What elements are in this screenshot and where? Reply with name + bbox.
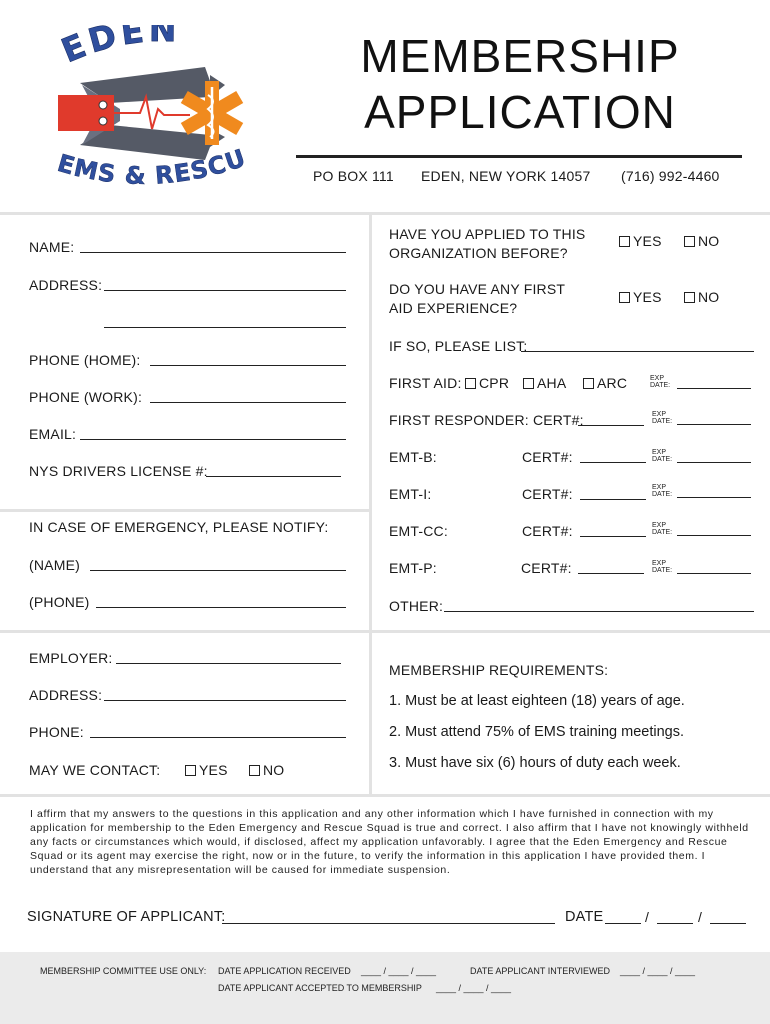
contact-yes-option[interactable] [185,762,228,778]
applied-no-option[interactable] [684,233,719,249]
emergency-heading: IN CASE OF EMERGENCY, PLEASE NOTIFY: [29,519,329,535]
first-aid-question: DO YOU HAVE ANY FIRST AID EXPERIENCE? [389,281,565,316]
exp-text: EXP [652,522,667,529]
license-label: NYS DRIVERS LICENSE #: [29,463,208,479]
exp-date-label [652,522,672,536]
exp-date-label [650,375,670,389]
contact-yes-label: YES [199,762,228,778]
date-interviewed-label: DATE APPLICANT INTERVIEWED [470,966,611,976]
email-label: EMAIL: [29,426,77,442]
first-responder-label: FIRST RESPONDER: CERT#: [389,412,584,428]
contact-yes-checkbox[interactable] [185,765,196,776]
applied-yes-option[interactable] [619,233,662,249]
aha-checkbox[interactable] [523,378,534,389]
applied-no-checkbox[interactable] [684,236,695,247]
exp-text: EXP [652,484,667,491]
exp-date-label [652,560,672,574]
section-divider-bottom [0,794,770,797]
address-label: ADDRESS: [29,277,103,293]
emt-i-cert-label: CERT#: [522,486,573,502]
first-aid-cert-label: FIRST AID: [389,375,462,391]
phone-home-field[interactable] [150,365,346,366]
emt-b-cert-label: CERT#: [522,449,573,465]
email-field[interactable] [80,439,346,440]
first-aid-no-label: NO [698,289,720,305]
employer-address-label: ADDRESS: [29,687,103,703]
date-text: DATE: [652,491,673,498]
emt-cc-cert-field[interactable] [580,536,646,537]
applied-question: HAVE YOU APPLIED TO THIS ORGANIZATION BEFORE? [389,226,586,261]
employer-phone-field[interactable] [90,737,346,738]
name-field[interactable] [80,252,346,253]
signature-date-label: DATE [565,909,604,925]
emt-cc-exp-field[interactable] [677,535,751,536]
applied-no-label: NO [698,233,720,249]
exp-text: EXP [650,375,665,382]
date-slash: / [698,909,703,925]
emt-b-cert-field[interactable] [580,462,646,463]
exp-date-label [652,411,672,425]
emt-b-label: EMT-B: [389,449,437,465]
employer-label: EMPLOYER: [29,650,113,666]
date-text: DATE: [650,382,671,389]
date-text: DATE: [652,529,673,536]
name-label: NAME: [29,239,75,255]
date-text: DATE: [652,567,673,574]
cpr-checkbox[interactable] [465,378,476,389]
emt-cc-cert-label: CERT#: [522,523,573,539]
svg-text:EMS & RESCUE: EMS & RESCU [54,143,250,191]
requirement-item: 2. Must attend 75% of EMS training meetings. [389,724,684,740]
emergency-name-label: (NAME) [29,557,80,573]
title-rule [296,155,742,158]
emt-b-exp-field[interactable] [677,462,751,463]
other-label: OTHER: [389,598,444,614]
emt-i-cert-field[interactable] [580,499,646,500]
first-aid-yes-option[interactable] [619,289,662,305]
page-title [300,28,740,140]
license-field[interactable] [206,476,341,477]
if-so-field[interactable] [521,351,754,352]
eden-ems-logo [50,25,260,200]
section-divider-employer [0,630,770,633]
date-accepted-field[interactable]: ____ / ____ / ____ [436,983,512,993]
column-divider [369,212,372,794]
arc-option[interactable] [583,375,627,391]
address-field-2[interactable] [104,327,346,328]
contact-no-option[interactable] [249,762,284,778]
date-received-field[interactable]: ____ / ____ / ____ [361,966,437,976]
exp-text: EXP [652,449,667,456]
date-slash: / [645,909,650,925]
first-aid-yes-label: YES [633,289,662,305]
signature-label: SIGNATURE OF APPLICANT: [27,909,226,925]
emt-p-cert-label: CERT#: [521,560,572,576]
date-text: DATE: [652,456,673,463]
may-we-contact-label: MAY WE CONTACT: [29,762,161,778]
emergency-phone-label: (PHONE) [29,594,90,610]
exp-date-label [652,484,672,498]
aha-label: AHA [537,375,567,391]
first-aid-exp-field[interactable] [677,388,751,389]
date-received-label: DATE APPLICATION RECEIVED [218,966,351,976]
arc-checkbox[interactable] [583,378,594,389]
applied-yes-checkbox[interactable] [619,236,630,247]
emt-p-cert-field[interactable] [578,573,644,574]
signature-date-month[interactable] [605,923,641,924]
po-box: PO BOX 111 [313,168,394,184]
section-divider-emergency [0,509,370,512]
emt-i-label: EMT-I: [389,486,432,502]
first-responder-cert-field[interactable] [578,425,644,426]
committee-footer [0,952,770,1024]
first-aid-no-option[interactable] [684,289,719,305]
phone-number: (716) 992-4460 [621,168,720,184]
aha-option[interactable] [523,375,566,391]
requirements-heading: MEMBERSHIP REQUIREMENTS: [389,662,609,678]
employer-phone-label: PHONE: [29,724,84,740]
other-field[interactable] [444,611,754,612]
emt-cc-label: EMT-CC: [389,523,448,539]
svg-text:EDEN: EDEN [55,25,181,71]
signature-date-day[interactable] [657,923,693,924]
phone-work-label: PHONE (WORK): [29,389,143,405]
section-divider-top [0,212,770,215]
cpr-label: CPR [479,375,510,391]
date-interviewed-field[interactable]: ____ / ____ / ____ [620,966,696,976]
emergency-name-field[interactable] [90,570,346,571]
if-so-label: IF SO, PLEASE LIST: [389,338,528,354]
address-field-1[interactable] [104,290,346,291]
city-state-zip: EDEN, NEW YORK 14057 [421,168,591,184]
cpr-option[interactable] [465,375,509,391]
exp-text: EXP [652,560,667,567]
emt-i-exp-field[interactable] [677,497,751,498]
date-text: DATE: [652,418,673,425]
contact-no-checkbox[interactable] [249,765,260,776]
contact-no-label: NO [263,762,285,778]
committee-use-label: MEMBERSHIP COMMITTEE USE ONLY: [40,966,207,976]
employer-address-field[interactable] [104,700,346,701]
applied-yes-label: YES [633,233,662,249]
date-accepted-label: DATE APPLICANT ACCEPTED TO MEMBERSHIP [218,983,422,993]
arc-label: ARC [597,375,628,391]
exp-date-label [652,449,672,463]
first-aid-yes-checkbox[interactable] [619,292,630,303]
emt-p-label: EMT-P: [389,560,437,576]
first-responder-exp-field[interactable] [677,424,751,425]
title-line-1: MEMBERSHIP [360,30,680,82]
exp-text: EXP [652,411,667,418]
signature-field[interactable] [222,923,555,924]
emergency-phone-field[interactable] [96,607,346,608]
requirement-item: 3. Must have six (6) hours of duty each week. [389,755,681,771]
emt-p-exp-field[interactable] [677,573,751,574]
phone-home-label: PHONE (HOME): [29,352,141,368]
requirement-item: 1. Must be at least eighteen (18) years of age. [389,693,685,709]
affirmation-text: I affirm that my answers to the questions in this application and any other information which I have furnished in connection with my application for membership to the Eden Emergency and Rescue Squad is true and correct. I also affirm that I have not knowingly withheld any facts or circumstances which would, if disclosed, affect my application unfavorably. I agree that the Eden Emergency and Rescue Squad or its agent may exercise the right, now or in the future, to verify the information in this application I have provided them. I understand that any misrepresentation will be caused for immediate suspension. [30,808,749,876]
employer-field[interactable] [116,663,341,664]
title-line-2: APPLICATION [364,86,676,138]
phone-work-field[interactable] [150,402,346,403]
first-aid-no-checkbox[interactable] [684,292,695,303]
signature-date-year[interactable] [710,923,746,924]
